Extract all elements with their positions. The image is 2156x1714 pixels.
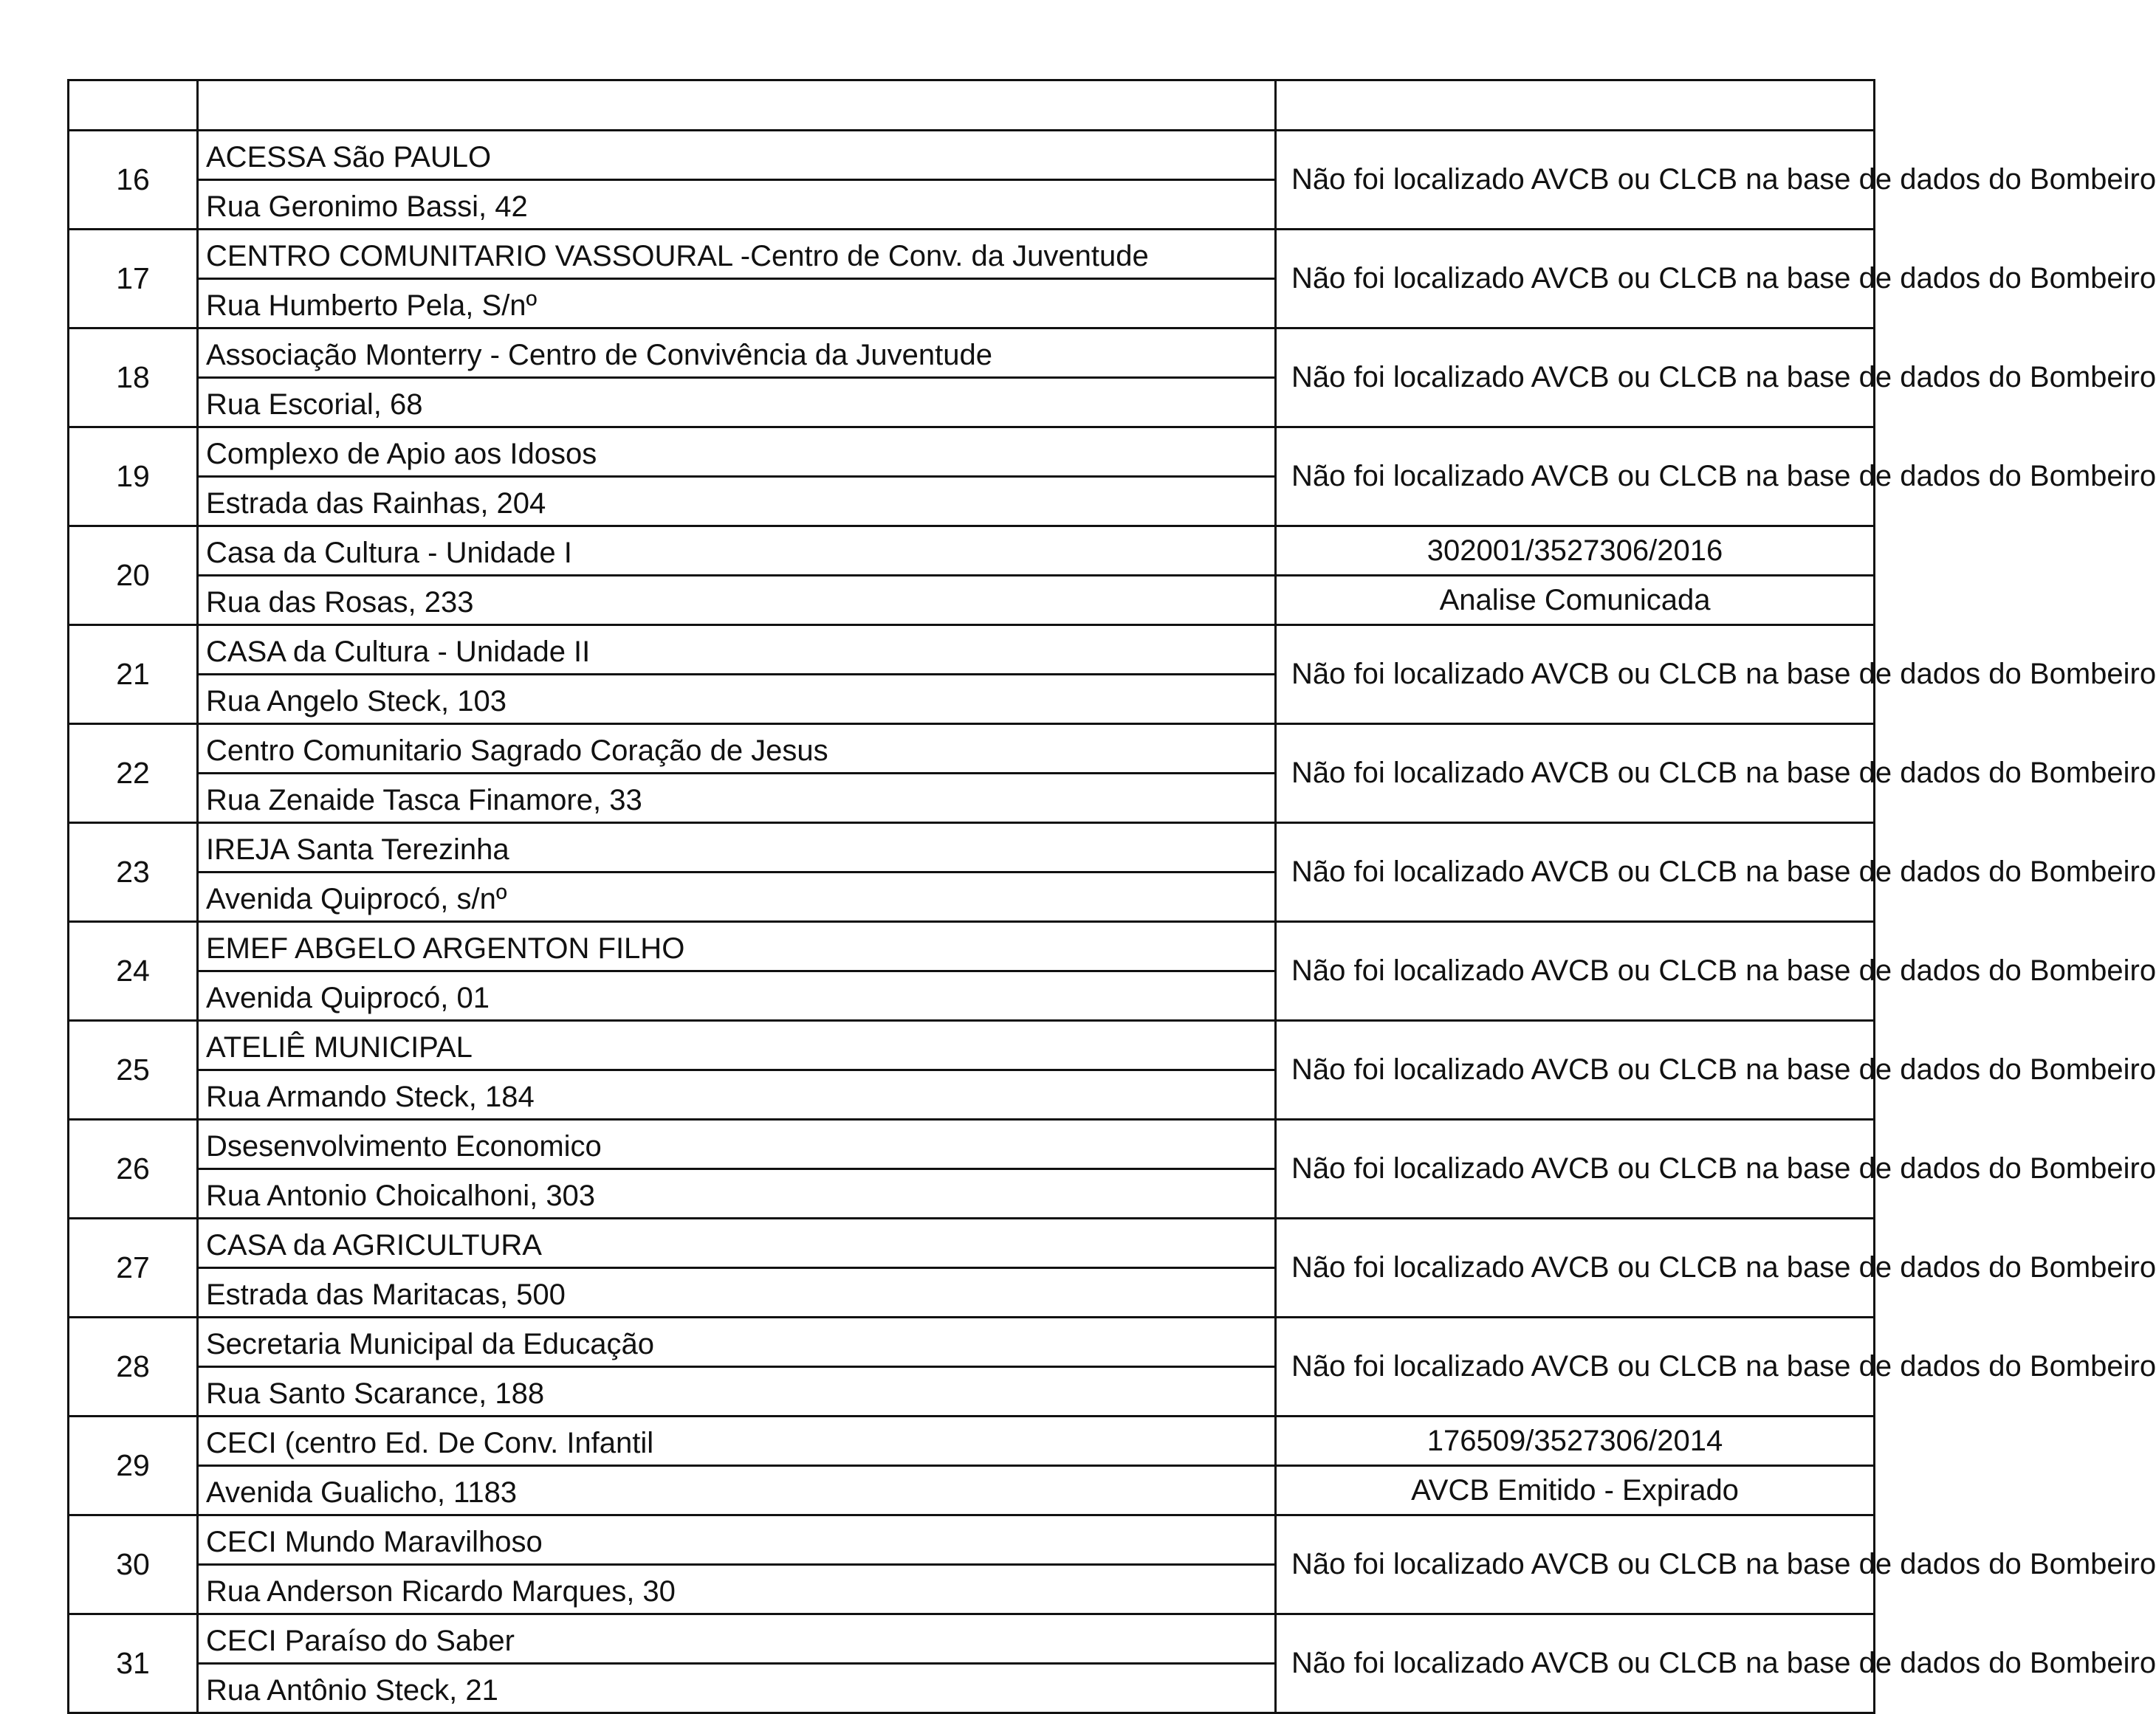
facility-address: Rua Antônio Steck, 21 — [198, 1664, 1276, 1713]
table-row — [69, 526, 1875, 576]
certificate-number: 176509/3527306/2014 — [1276, 1417, 1875, 1466]
facility-address: Avenida Quiprocó, 01 — [198, 971, 1276, 1021]
inspection-status — [1276, 328, 2156, 427]
facility-name: IREJA Santa Terezinha — [198, 823, 1276, 873]
status-text: Não foi localizado AVCB ou CLCB na base de dados do Bombeiro — [1291, 856, 2156, 888]
table-row — [69, 625, 1875, 675]
inspection-status — [1276, 1021, 2156, 1120]
facility-name: CECI (centro Ed. De Conv. Infantil — [198, 1417, 1276, 1466]
row-number: 25 — [69, 1021, 198, 1120]
inspection-status — [1276, 1614, 2156, 1713]
facility-name: Associação Monterry - Centro de Convivência da Juventude — [198, 328, 1276, 378]
status-text: Não foi localizado AVCB ou CLCB na base de dados do Bombeiro — [1291, 460, 2156, 492]
table-row — [69, 922, 1875, 971]
facilities-table — [67, 79, 2156, 1714]
facility-name: Centro Comunitario Sagrado Coração de Jesus — [198, 724, 1276, 774]
row-number: 27 — [69, 1219, 198, 1318]
facility-name: CECI Paraíso do Saber — [198, 1614, 1276, 1664]
row-number: 29 — [69, 1417, 198, 1515]
table-row — [69, 724, 1875, 774]
facility-address: Rua Geronimo Bassi, 42 — [198, 180, 1276, 230]
row-number: 23 — [69, 823, 198, 922]
inspection-status — [1276, 823, 2156, 922]
certificate-status: AVCB Emitido - Expirado — [1276, 1466, 1875, 1515]
row-number: 17 — [69, 230, 198, 328]
status-text: Não foi localizado AVCB ou CLCB na base de dados do Bombeiro — [1291, 1152, 2156, 1185]
facility-address: Rua Zenaide Tasca Finamore, 33 — [198, 774, 1276, 823]
table-row — [69, 1120, 1875, 1169]
facility-name: Complexo de Apio aos Idosos — [198, 427, 1276, 477]
facility-address: Rua Humberto Pela, S/nº — [198, 279, 1276, 328]
inspection-status — [1276, 724, 2156, 823]
table-container — [67, 79, 2156, 1714]
row-number: 31 — [69, 1614, 198, 1713]
status-text: Não foi localizado AVCB ou CLCB na base de dados do Bombeiro — [1291, 262, 2156, 295]
header-cell-number — [69, 80, 198, 131]
table-row-address — [69, 1466, 1875, 1515]
table-row — [69, 230, 1875, 279]
status-text: Não foi localizado AVCB ou CLCB na base de dados do Bombeiro — [1291, 361, 2156, 393]
status-text: Não foi localizado AVCB ou CLCB na base de dados do Bombeiro — [1291, 1548, 2156, 1580]
facility-address: Avenida Quiprocó, s/nº — [198, 873, 1276, 922]
table-header-row — [69, 80, 1875, 131]
facility-name: Dsesenvolvimento Economico — [198, 1120, 1276, 1169]
facility-name: EMEF ABGELO ARGENTON FILHO — [198, 922, 1276, 971]
table-row — [69, 1515, 1875, 1565]
inspection-status — [1276, 625, 2156, 724]
row-number: 24 — [69, 922, 198, 1021]
header-cell-status — [1276, 80, 1875, 131]
facility-address: Avenida Gualicho, 1183 — [198, 1466, 1276, 1515]
inspection-status — [1276, 922, 2156, 1021]
inspection-status — [1276, 427, 2156, 526]
row-number: 19 — [69, 427, 198, 526]
facility-name: Secretaria Municipal da Educação — [198, 1318, 1276, 1367]
facility-address: Rua Antonio Choicalhoni, 303 — [198, 1169, 1276, 1219]
row-number: 28 — [69, 1318, 198, 1417]
facility-name: Casa da Cultura - Unidade I — [198, 526, 1276, 576]
status-text: Não foi localizado AVCB ou CLCB na base de dados do Bombeiro — [1291, 1251, 2156, 1284]
status-text: Não foi localizado AVCB ou CLCB na base de dados do Bombeiro — [1291, 163, 2156, 196]
facility-address: Rua Escorial, 68 — [198, 378, 1276, 427]
inspection-status — [1276, 1515, 2156, 1614]
facility-address: Estrada das Maritacas, 500 — [198, 1268, 1276, 1318]
table-row — [69, 823, 1875, 873]
header-cell-name — [198, 80, 1276, 131]
table-row-address — [69, 576, 1875, 625]
row-number: 22 — [69, 724, 198, 823]
row-number: 16 — [69, 131, 198, 230]
inspection-status — [1276, 230, 2156, 328]
certificate-number: 302001/3527306/2016 — [1276, 526, 1875, 576]
table-row — [69, 427, 1875, 477]
facility-name: ACESSA São PAULO — [198, 131, 1276, 180]
inspection-status — [1276, 1318, 2156, 1417]
row-number: 21 — [69, 625, 198, 724]
table-row — [69, 1417, 1875, 1466]
table-row — [69, 1021, 1875, 1070]
facility-name: CASA da Cultura - Unidade II — [198, 625, 1276, 675]
facility-address: Rua Santo Scarance, 188 — [198, 1367, 1276, 1417]
row-number: 20 — [69, 526, 198, 625]
table-row — [69, 1614, 1875, 1664]
table-row — [69, 328, 1875, 378]
facility-address: Estrada das Rainhas, 204 — [198, 477, 1276, 526]
facility-address: Rua Armando Steck, 184 — [198, 1070, 1276, 1120]
row-number: 26 — [69, 1120, 198, 1219]
inspection-status — [1276, 131, 2156, 230]
certificate-status: Analise Comunicada — [1276, 576, 1875, 625]
table-row — [69, 131, 1875, 180]
status-text: Não foi localizado AVCB ou CLCB na base de dados do Bombeiro — [1291, 1647, 2156, 1679]
facility-name: CASA da AGRICULTURA — [198, 1219, 1276, 1268]
facility-address: Rua Angelo Steck, 103 — [198, 675, 1276, 724]
status-text: Não foi localizado AVCB ou CLCB na base de dados do Bombeiro — [1291, 954, 2156, 987]
status-text: Não foi localizado AVCB ou CLCB na base de dados do Bombeiro — [1291, 1350, 2156, 1383]
facility-name: ATELIÊ MUNICIPAL — [198, 1021, 1276, 1070]
status-text: Não foi localizado AVCB ou CLCB na base de dados do Bombeiro — [1291, 1053, 2156, 1086]
facility-address: Rua Anderson Ricardo Marques, 30 — [198, 1565, 1276, 1614]
table-row — [69, 1219, 1875, 1268]
row-number: 18 — [69, 328, 198, 427]
status-text: Não foi localizado AVCB ou CLCB na base de dados do Bombeiro — [1291, 757, 2156, 789]
status-text: Não foi localizado AVCB ou CLCB na base de dados do Bombeiro — [1291, 658, 2156, 690]
facility-name: CECI Mundo Maravilhoso — [198, 1515, 1276, 1565]
facility-name: CENTRO COMUNITARIO VASSOURAL -Centro de Conv. da Juventude — [198, 230, 1276, 279]
row-number: 30 — [69, 1515, 198, 1614]
facility-address: Rua das Rosas, 233 — [198, 576, 1276, 625]
inspection-status — [1276, 1120, 2156, 1219]
inspection-status — [1276, 1219, 2156, 1318]
table-row — [69, 1318, 1875, 1367]
